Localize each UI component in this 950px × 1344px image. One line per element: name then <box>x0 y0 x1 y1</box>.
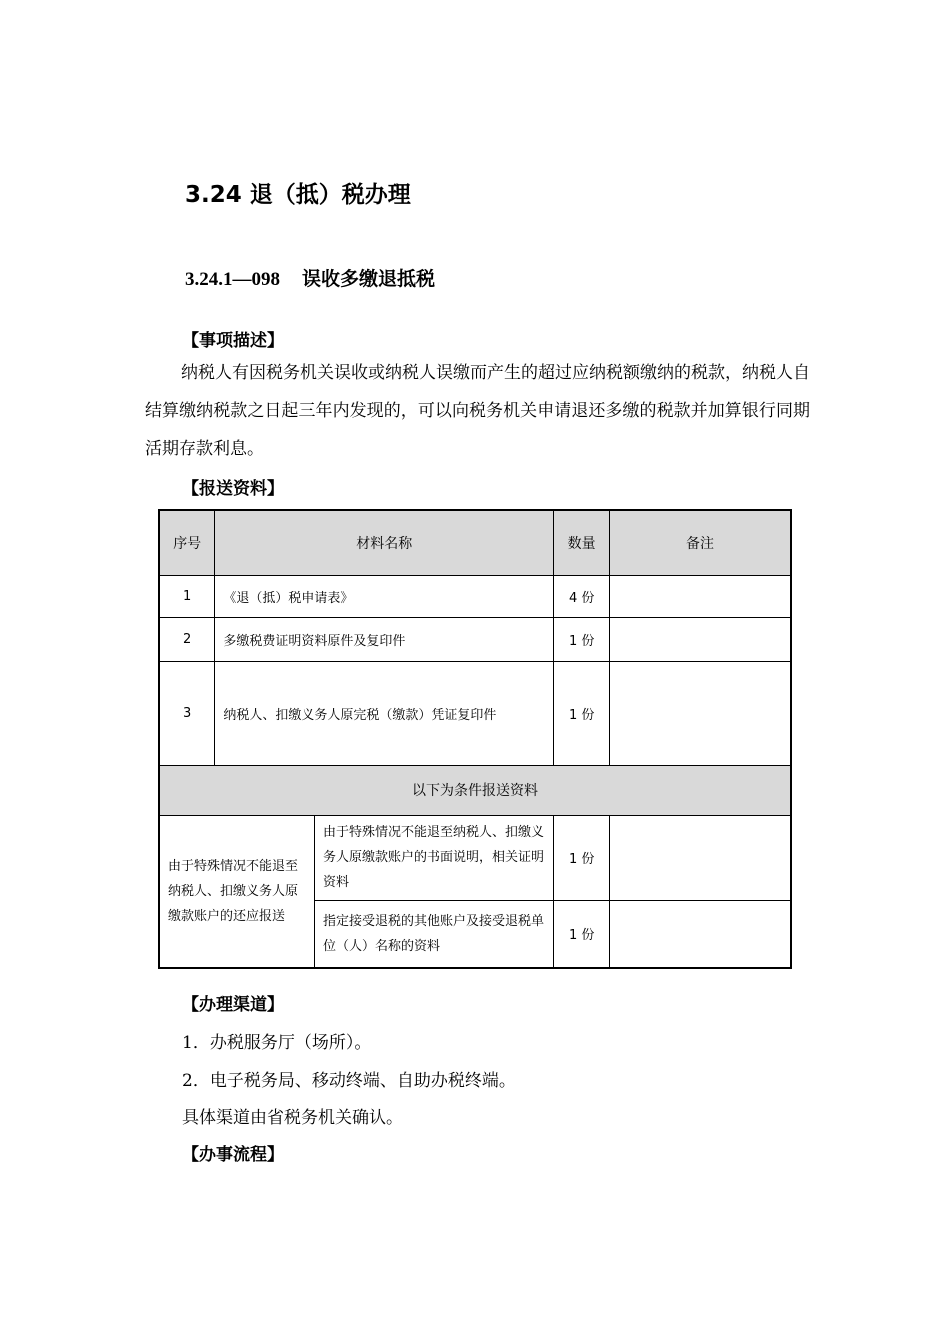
table-row <box>159 617 791 661</box>
conditional-header-row <box>159 765 791 815</box>
row-no: 1 <box>159 575 215 617</box>
condition-text: 由于特殊情况不能退至纳税人、扣缴义务人原缴款账户的还应报送 <box>159 815 315 968</box>
channel-item: 2．电子税务局、移动终端、自助办税终端。 <box>182 1071 516 1091</box>
table-header-row <box>159 510 791 575</box>
channels-label: 【办理渠道】 <box>182 995 284 1015</box>
table-row <box>159 661 791 765</box>
table-row <box>159 815 791 900</box>
row-note <box>610 661 791 765</box>
channel-item: 1．办税服务厅（场所）。 <box>182 1033 372 1053</box>
table-row <box>159 575 791 617</box>
section-title: 3.24 退（抵）税办理 <box>185 182 411 208</box>
description-text: 纳税人有因税务机关误收或纳税人误缴而产生的超过应纳税额缴纳的税款，纳税人自结算缴纳税款之日起三年内发现的，可以向税务机关申请退还多缴的税款并加算银行同期活期存款利息。 <box>145 363 810 459</box>
header-qty: 数量 <box>554 510 610 575</box>
row-name: 《退（抵）税申请表》 <box>215 575 554 617</box>
conditional-header: 以下为条件报送资料 <box>159 765 791 815</box>
row-qty: 4 份 <box>554 575 610 617</box>
row-note <box>610 815 791 900</box>
row-qty: 1 份 <box>554 900 610 968</box>
process-label: 【办事流程】 <box>182 1145 284 1165</box>
row-no: 3 <box>159 661 215 765</box>
row-no: 2 <box>159 617 215 661</box>
subsection-heading <box>185 264 435 291</box>
row-qty: 1 份 <box>554 661 610 765</box>
header-note: 备注 <box>610 510 791 575</box>
materials-table <box>158 509 792 969</box>
row-name: 纳税人、扣缴义务人原完税（缴款）凭证复印件 <box>215 661 554 765</box>
row-note <box>610 575 791 617</box>
materials-label: 【报送资料】 <box>182 479 284 499</box>
row-note <box>610 900 791 968</box>
header-no: 序号 <box>159 510 215 575</box>
header-name: 材料名称 <box>215 510 554 575</box>
row-qty: 1 份 <box>554 815 610 900</box>
subsection-number: 3.24.1—098 <box>185 269 280 290</box>
row-name: 多缴税费证明资料原件及复印件 <box>215 617 554 661</box>
channels-note: 具体渠道由省税务机关确认。 <box>182 1108 403 1128</box>
row-name: 指定接受退税的其他账户及接受退税单位（人）名称的资料 <box>315 900 554 968</box>
row-qty: 1 份 <box>554 617 610 661</box>
row-note <box>610 617 791 661</box>
subsection-title: 误收多缴退抵税 <box>302 268 436 290</box>
row-name: 由于特殊情况不能退至纳税人、扣缴义务人原缴款账户的书面说明，相关证明资料 <box>315 815 554 900</box>
description-label: 【事项描述】 <box>182 331 284 351</box>
